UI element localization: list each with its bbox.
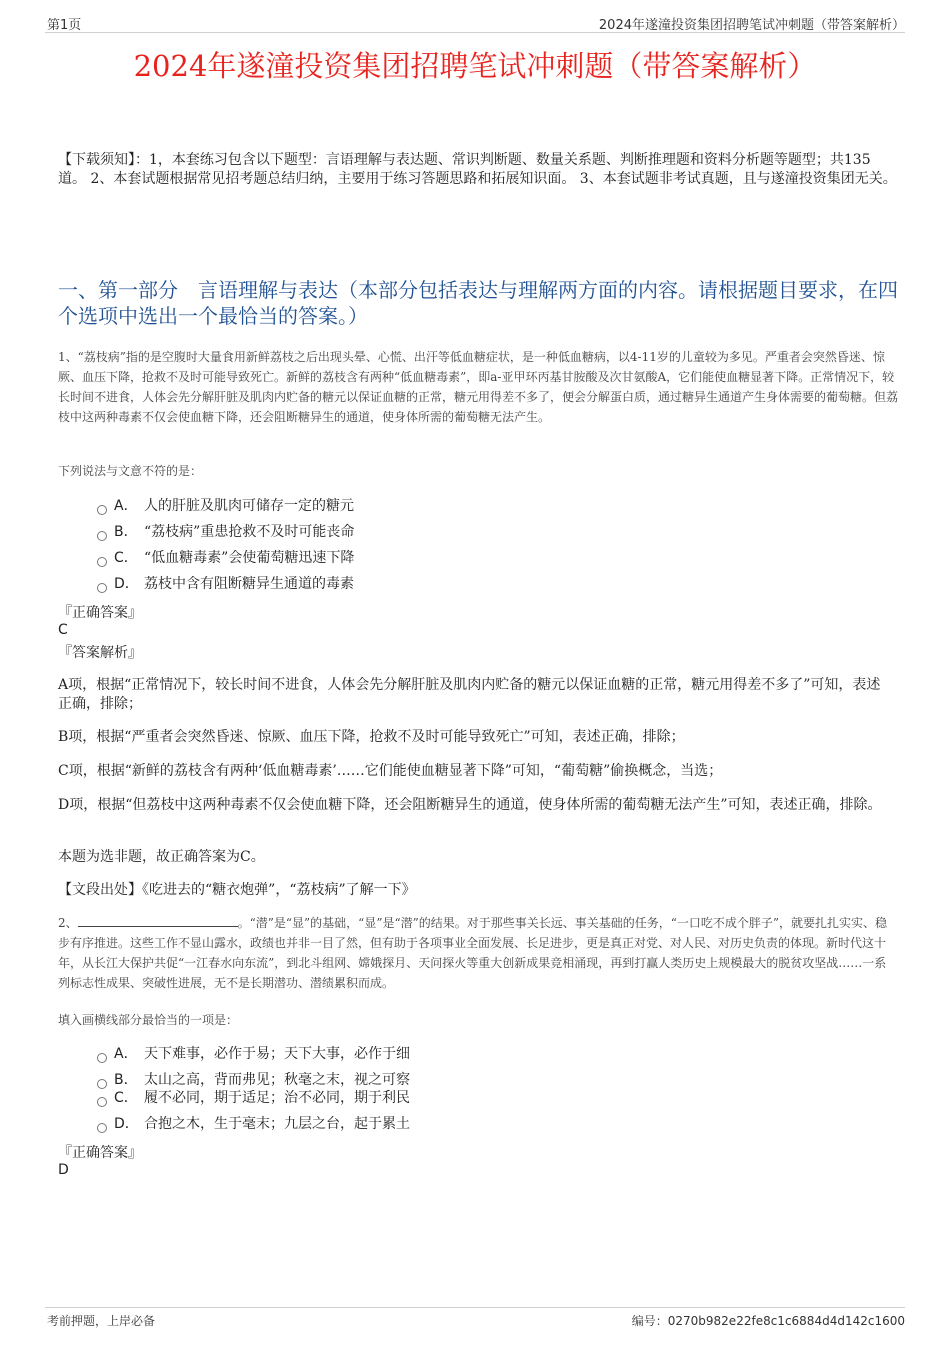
radio-icon[interactable] [97, 583, 107, 593]
radio-icon[interactable] [97, 1123, 107, 1133]
q1-analysis-c: C项，根据“新鲜的荔枝含有两种‘低血糖毒素’……它们能使血糖显著下降”可知，“葡萄糖”偷换概念，当选； [58, 763, 723, 779]
header-divider [45, 32, 905, 33]
q2-option-b[interactable]: B． 太山之高，背而弗见；秋毫之末，视之可察 [97, 1070, 410, 1090]
section-heading: 一、第一部分 言语理解与表达（本部分包括表达与理解两方面的内容。请根据题目要求，在四个选项中选出一个最恰当的答案。） [58, 278, 898, 328]
radio-icon[interactable] [97, 1097, 107, 1107]
download-notice: 【下载须知】：1，本套练习包含以下题型：言语理解与表达题、常识判断题、数量关系题、判断推理题和资料分析题等题型；共135道。 2、本套试题根据常见招考题总结归纳，主要用于练习答题思路和拓展知识面。 3、本套试题非考试真题，且与遂潼投资集团无关。 [58, 152, 897, 187]
question-2-prompt: 填入画横线部分最恰当的一项是： [58, 1013, 239, 1027]
q2-option-a[interactable]: A． 天下难事，必作于易；天下大事，必作于细 [97, 1044, 410, 1064]
q1-analysis-b: B项，根据“严重者会突然昏迷、惊厥、血压下降，抢救不及时可能导致死亡”可知，表述正确，排除； [58, 729, 685, 745]
fill-blank [78, 914, 238, 927]
q1-conclusion: 本题为选非题，故正确答案为C。 [58, 849, 265, 865]
question-2-stem [58, 913, 898, 993]
q1-option-a[interactable]: A． 人的肝脏及肌肉可储存一定的糖元 [97, 496, 354, 516]
footer-slogan: 考前押题，上岸必备 [47, 1314, 156, 1328]
q1-analysis-a: A项，根据“正常情况下，较长时间不进食，人体会先分解肝脏及肌肉内贮备的糖元以保证血糖的正常，糖元用得差不多了”可知，表述正确，排除； [58, 677, 881, 712]
question-2-number: 2、 [58, 916, 78, 930]
q1-option-c[interactable]: C． “低血糖毒素”会使葡萄糖迅速下降 [97, 548, 354, 568]
question-1-prompt: 下列说法与文意不符的是： [58, 464, 203, 478]
question-1-stem: 1、“荔枝病”指的是空腹时大量食用新鲜荔枝之后出现头晕、心慌、出汗等低血糖症状，是一种低血糖病，以4-11岁的儿童较为多见。严重者会突然昏迷、惊厥、血压下降，抢救不及时可能导致死亡。新鲜的荔枝含有两种“低血糖毒素”，即a-亚甲环丙基甘胺酸及次甘氨酸A，它们能使血糖显著下降。正常情况下，较长时间不进食，人体会先分解肝脏及肌肉内贮备的糖元以保证血糖的正常，糖元用得差不多了，便会分解蛋白质，通过糖异生通道产生身体需要的葡萄糖。但荔枝中这两种毒素不仅会使血糖下降，还会阻断糖异生的通道，使身体所需的葡萄糖无法产生。 [58, 350, 899, 424]
q1-source: 【文段出处】《吃进去的“糖衣炮弹”，“荔枝病”了解一下》 [58, 882, 416, 898]
footer-divider [45, 1307, 905, 1308]
q2-answer: D [58, 1162, 69, 1178]
q1-analysis-d: D项，根据“但荔枝中这两种毒素不仅会使血糖下降，还会阻断糖异生的通道，使身体所需的葡萄糖无法产生”可知，表述正确，排除。 [58, 797, 882, 813]
q1-option-b[interactable]: B． “荔枝病”重患抢救不及时可能丧命 [97, 522, 354, 542]
q2-option-d[interactable]: D． 合抱之木，生于毫末；九层之台，起于累土 [97, 1114, 410, 1134]
document-title: 2024年遂潼投资集团招聘笔试冲刺题（带答案解析） [133, 49, 817, 83]
question-2-text: 。“潜”是“显”的基础，“显”是“潜”的结果。对于那些事关长远、事关基础的任务，“一口吃不成个胖子”，就要扎扎实实、稳步有序推进。这些工作不显山露水，政绩也并非一目了然，但有助于各项事业全面发展、长足进步，更是真正对党、对人民、对历史负责的体现。新时代这十年，从长江大保护共促“一江春水向东流”，到北斗组网、嫦娥探月、天问探火等重大创新成果竞相涌现，再到打赢人类历史上规模最大的脱贫攻坚战……一系列标志性成果、突破性进展，无不是长期潜功、潜绩累积而成。 [58, 916, 887, 990]
q1-option-d[interactable]: D． 荔枝中含有阻断糖异生通道的毒素 [97, 574, 354, 594]
footer-serial: 编号：0270b982e22fe8c1c6884d4d142c1600 [631, 1314, 905, 1328]
q2-option-c[interactable]: C． 履不必同，期于适足；治不必同，期于利民 [97, 1088, 410, 1108]
q1-answer-label: 『正确答案』 [58, 605, 142, 621]
q2-answer-label: 『正确答案』 [58, 1145, 142, 1161]
radio-icon[interactable] [97, 557, 107, 567]
header-doc-title: 2024年遂潼投资集团招聘笔试冲刺题（带答案解析） [598, 18, 905, 33]
radio-icon[interactable] [97, 1053, 107, 1063]
q1-answer: C [58, 622, 68, 638]
q1-analysis-label: 『答案解析』 [58, 645, 142, 661]
page-header [47, 14, 905, 34]
radio-icon[interactable] [97, 531, 107, 541]
radio-icon[interactable] [97, 505, 107, 515]
page-number: 第1页 [47, 18, 82, 33]
